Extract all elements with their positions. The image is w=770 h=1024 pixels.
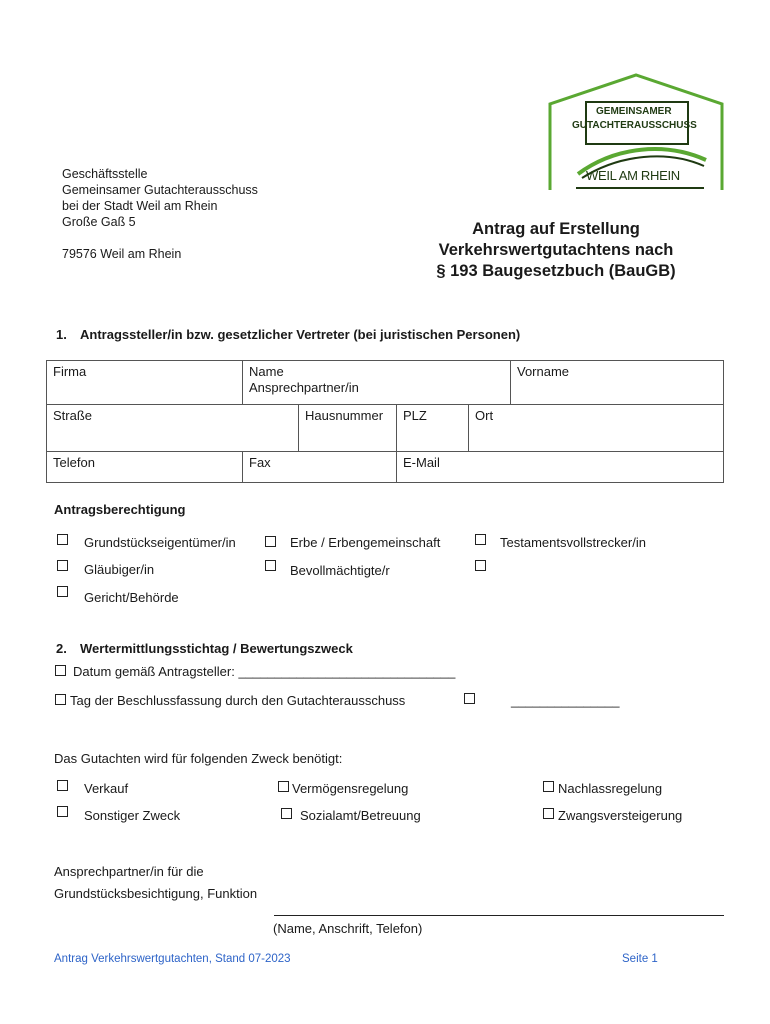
field-hausnummer[interactable] — [298, 404, 397, 452]
field-fax[interactable] — [242, 451, 397, 483]
checkbox-grundstueckseigentuemer[interactable] — [57, 534, 68, 545]
kontakt-label-line1: Ansprechpartner/in für die — [54, 864, 204, 879]
zweck-intro: Das Gutachten wird für folgenden Zweck benötigt: — [54, 751, 343, 766]
zweck-label: Verkauf — [84, 781, 129, 796]
field-email[interactable] — [396, 451, 724, 483]
field-label: Telefon — [53, 455, 95, 470]
field-name[interactable] — [242, 360, 511, 405]
field-strasse[interactable] — [46, 404, 299, 452]
field-label: Firma — [53, 364, 87, 379]
zweck-label: Zwangsversteigerung — [558, 808, 683, 823]
title-line: § 193 Baugesetzbuch (BauGB) — [436, 262, 676, 280]
zweck-label: Sonstiger Zweck — [84, 808, 181, 823]
kontakt-label-line2: Grundstücksbesichtigung, Funktion — [54, 886, 258, 901]
berechtigung-heading: Antragsberechtigung — [54, 502, 186, 517]
field-label: Hausnummer — [305, 408, 384, 423]
field-label: Name — [249, 364, 284, 379]
address-line: Große Gaß 5 — [62, 215, 136, 229]
checkbox-erbe[interactable] — [265, 536, 276, 547]
section2-heading: Wertermittlungsstichtag / Bewertungszweck — [80, 641, 353, 656]
address-line: bei der Stadt Weil am Rhein — [62, 199, 218, 213]
checkbox-beschlussfassung[interactable] — [55, 694, 66, 705]
option-label: Testamentsvollstrecker/in — [500, 535, 646, 550]
field-label: Straße — [53, 408, 93, 423]
field-label: Fax — [249, 455, 271, 470]
logo-text-line1: GEMEINSAMER — [596, 106, 672, 117]
field-vorname[interactable] — [510, 360, 724, 405]
checkbox-gericht-behoerde[interactable] — [57, 586, 68, 597]
field-label: Ort — [475, 408, 494, 423]
field-firma[interactable] — [46, 360, 243, 405]
field-ort[interactable] — [468, 404, 724, 452]
footer-page-number: Seite 1 — [622, 953, 658, 965]
checkbox-testamentsvollstrecker[interactable] — [475, 534, 486, 545]
checkbox-glaeubiger[interactable] — [57, 560, 68, 571]
option-label: Gläubiger/in — [84, 562, 155, 577]
checkbox-verkauf[interactable] — [57, 780, 68, 791]
gutachterausschuss-logo — [546, 72, 726, 196]
zweck-label: Nachlassregelung — [558, 781, 663, 796]
kontakt-signature-line[interactable] — [274, 915, 724, 916]
option-label: Gericht/Behörde — [84, 590, 179, 605]
checkbox-sonstige[interactable] — [475, 560, 486, 571]
checkbox-sozialamt[interactable] — [281, 808, 292, 819]
document-title — [416, 219, 696, 282]
checkbox-vermoegensregelung[interactable] — [278, 781, 289, 792]
address-line: Geschäftsstelle — [62, 167, 148, 181]
section2-number: 2. — [56, 641, 67, 656]
title-line: Verkehrswertgutachtens nach — [438, 241, 674, 259]
checkbox-nachlassregelung[interactable] — [543, 781, 554, 792]
option-label: Bevollmächtigte/r — [290, 563, 390, 578]
option-label: Grundstückseigentümer/in — [84, 535, 236, 550]
field-label: PLZ — [403, 408, 427, 423]
checkbox-bevollmaechtigte[interactable] — [265, 560, 276, 571]
logo-city: WEIL AM RHEIN — [586, 168, 680, 183]
sender-address — [62, 166, 258, 262]
checkbox-zwangsversteigerung[interactable] — [543, 808, 554, 819]
address-line: 79576 Weil am Rhein — [62, 247, 182, 261]
zweck-label: Sozialamt/Betreuung — [300, 808, 421, 823]
footer-left: Antrag Verkehrswertgutachten, Stand 07-2023 — [54, 953, 291, 965]
checkbox-sonstiger-zweck[interactable] — [57, 806, 68, 817]
applicant-table — [46, 360, 724, 483]
section1-number: 1. — [56, 327, 67, 342]
option-label: Erbe / Erbengemeinschaft — [290, 535, 441, 550]
kontakt-caption: (Name, Anschrift, Telefon) — [273, 921, 423, 936]
field-telefon[interactable] — [46, 451, 243, 483]
address-line: Gemeinsamer Gutachterausschuss — [62, 183, 258, 197]
beschluss-datum-blank[interactable]: _______________ — [511, 693, 620, 708]
field-label: E-Mail — [403, 455, 440, 470]
title-line: Antrag auf Erstellung — [472, 220, 640, 238]
field-label: Ansprechpartner/in — [249, 380, 359, 395]
field-label: Vorname — [517, 364, 570, 379]
checkbox-datum-antragsteller[interactable] — [55, 665, 66, 676]
zweck-label: Vermögensregelung — [292, 781, 409, 796]
section1-heading: Antragssteller/in bzw. gesetzlicher Vertreter (bei juristischen Personen) — [80, 327, 521, 342]
beschlussfassung-label: Tag der Beschlussfassung durch den Gutachterausschuss — [70, 693, 406, 708]
datum-antragsteller-label: Datum gemäß Antragsteller: ______________________________ — [73, 664, 456, 679]
checkbox-beschluss-datum[interactable] — [464, 693, 475, 704]
logo-text-line2: GUTACHTERAUSSCHUSS — [572, 120, 697, 131]
field-plz[interactable] — [396, 404, 469, 452]
